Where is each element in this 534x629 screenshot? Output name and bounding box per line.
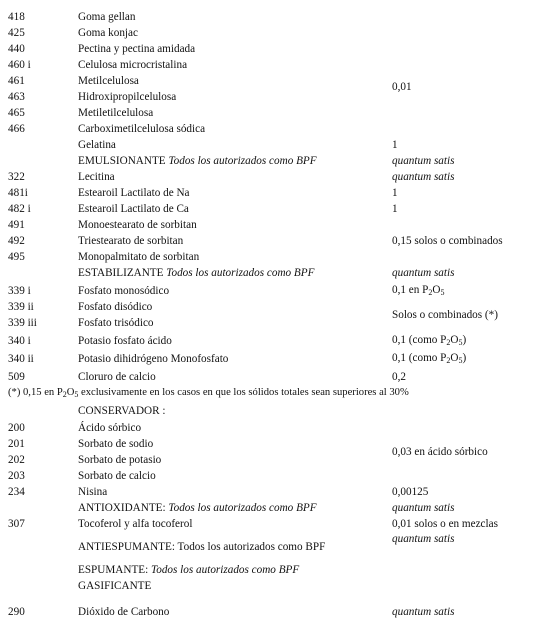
fosfato-value (392, 285, 444, 296)
antiespumante-heading: ANTIESPUMANTE: Todos los autorizados como BPF (78, 541, 326, 553)
row-code: 492 (8, 235, 25, 247)
row-name: Triestearato de sorbitan (78, 235, 184, 247)
row-code: 322 (8, 171, 25, 183)
row-name: Estearoil Lactilato de Na (78, 187, 190, 199)
row-name: Sorbato de calcio (78, 470, 156, 482)
row-code: 491 (8, 219, 25, 231)
row-code: 440 (8, 43, 25, 55)
value-sub: 5 (440, 288, 445, 297)
row-name: Potasio fosfato ácido (78, 335, 172, 347)
row-name: Sorbato de sodio (78, 438, 154, 450)
group-label: ESTABILIZANTE (78, 267, 164, 279)
emulsionante-heading (78, 156, 317, 167)
antioxidante-heading (78, 503, 317, 514)
value-sub: 5 (458, 338, 463, 347)
value-text: O (450, 352, 459, 364)
group-label: ESPUMANTE: (78, 564, 149, 576)
group-note: Todos los autorizados como BPF (166, 267, 315, 279)
row-name: Monopalmitato de sorbitan (78, 251, 200, 263)
value-text: ) (462, 334, 467, 346)
row-name: Ácido sórbico (78, 422, 142, 434)
row-name: Potasio dihidrógeno Monofosfato (78, 353, 229, 365)
footnote-text: O (66, 387, 75, 398)
row-name: Metiletilcelulosa (78, 107, 154, 119)
row-value: quantum satis (392, 171, 455, 183)
row-name: Nisina (78, 486, 108, 498)
value-sub: 2 (446, 338, 451, 347)
row-name: Tocoferol y alfa tocoferol (78, 518, 193, 530)
group-label: ANTIOXIDANTE: (78, 502, 166, 514)
row-name: Pectina y pectina amidada (78, 43, 196, 55)
footnote (8, 388, 409, 399)
value-text: O (450, 334, 459, 346)
row-code: 340 i (8, 335, 31, 347)
row-name: Gelatina (78, 139, 116, 151)
row-name: Dióxido de Carbono (78, 606, 170, 618)
footnote-sub: 2 (62, 390, 67, 399)
row-value: 1 (392, 187, 398, 199)
value-text: ) (462, 352, 467, 364)
row-code: 418 (8, 11, 25, 23)
value-text: O (432, 284, 441, 296)
estabilizante-value: quantum satis (392, 267, 455, 279)
row-code: 339 ii (8, 301, 34, 313)
value-text: 0,1 (como P (392, 334, 447, 346)
row-value: 0,00125 (392, 486, 429, 498)
gasificante-heading: GASIFICANTE (78, 580, 152, 592)
group-note: Todos los autorizados como BPF (151, 564, 300, 576)
row-code: 466 (8, 123, 25, 135)
row-name: Sorbato de potasio (78, 454, 162, 466)
row-name: Goma konjac (78, 27, 138, 39)
row-code: 463 (8, 91, 25, 103)
value-sub: 2 (446, 356, 451, 365)
row-code: 481i (8, 187, 28, 199)
row-code: 339 i (8, 285, 31, 297)
row-code: 340 ii (8, 353, 34, 365)
value-text: 0,1 (como P (392, 352, 447, 364)
row-code: 495 (8, 251, 25, 263)
row-code: 509 (8, 371, 25, 383)
row-code: 290 (8, 606, 25, 618)
row-name: Fosfato disódico (78, 301, 153, 313)
row-value: 0,2 (392, 371, 406, 383)
row-code: 460 i (8, 59, 31, 71)
fosfatos-combined: Solos o combinados (*) (392, 309, 498, 321)
row-code: 201 (8, 438, 25, 450)
row-name: Fosfato trisódico (78, 317, 154, 329)
footnote-sub: 5 (74, 390, 79, 399)
row-value: 0,15 solos o combinados (392, 235, 503, 247)
antioxidante-value: quantum satis (392, 502, 455, 514)
footnote-text: exclusivamente en los casos en que los sólidos totales sean superiores al 30% (78, 387, 409, 398)
row-code: 461 (8, 75, 25, 87)
row-name: Monoestearato de sorbitan (78, 219, 197, 231)
row-name: Cloruro de calcio (78, 371, 156, 383)
row-code: 425 (8, 27, 25, 39)
espumante-heading (78, 565, 299, 576)
value-text: 0,1 en P (392, 284, 429, 296)
potasio-value (392, 335, 466, 346)
row-value: quantum satis (392, 606, 455, 618)
emulsionante-value: quantum satis (392, 155, 455, 167)
row-name: Goma gellan (78, 11, 136, 23)
group-note: Todos los autorizados como BPF (168, 155, 317, 167)
row-name: Fosfato monosódico (78, 285, 170, 297)
row-name: Metilcelulosa (78, 75, 139, 87)
sorbico-value: 0,03 en ácido sórbico (392, 446, 488, 458)
row-name: Lecitina (78, 171, 115, 183)
antiespumante-value: quantum satis (392, 533, 455, 545)
row-value: 1 (392, 203, 398, 215)
group-note: Todos los autorizados como BPF (168, 502, 317, 514)
row-value: 1 (392, 139, 398, 151)
row-name: Carboximetilcelulosa sódica (78, 123, 206, 135)
row-code: 307 (8, 518, 25, 530)
estabilizante-heading (78, 268, 314, 279)
row-code: 339 iii (8, 317, 37, 329)
potasio-value (392, 353, 466, 364)
row-code: 202 (8, 454, 25, 466)
row-value: 0,01 solos o en mezclas (392, 518, 498, 530)
value-sub: 2 (428, 288, 433, 297)
row-name: Estearoil Lactilato de Ca (78, 203, 189, 215)
row-code: 200 (8, 422, 25, 434)
group-label: EMULSIONANTE (78, 155, 166, 167)
row-name: Celulosa microcristalina (78, 59, 188, 71)
footnote-text: (*) 0,15 en P (8, 387, 63, 398)
row-code: 234 (8, 486, 25, 498)
gums-value: 0,01 (392, 81, 412, 93)
row-code: 465 (8, 107, 25, 119)
row-code: 203 (8, 470, 25, 482)
row-name: Hidroxipropilcelulosa (78, 91, 177, 103)
value-sub: 5 (458, 356, 463, 365)
row-code: 482 i (8, 203, 31, 215)
conservador-heading: CONSERVADOR : (78, 405, 166, 417)
